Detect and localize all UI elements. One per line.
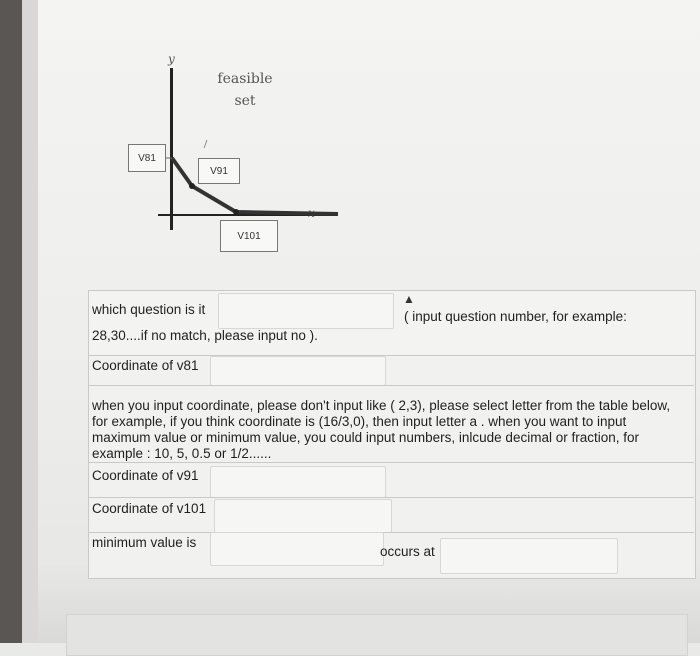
minimum-value-label: minimum value is <box>92 535 197 550</box>
feasible-set-figure <box>128 40 358 255</box>
page-margin <box>22 0 38 643</box>
question-hint: ( input question number, for example: <box>404 309 627 324</box>
v91-row-divider <box>88 497 694 498</box>
question-prompt: which question is it <box>92 302 206 317</box>
tick-mark <box>204 140 207 148</box>
boundary-line <box>172 158 338 214</box>
x-axis-label: x <box>308 206 315 220</box>
y-axis-label: y <box>168 52 175 66</box>
v101-coordinate-label: Coordinate of v101 <box>92 501 207 516</box>
instructions-text: when you input coordinate, please don't input like ( 2,3), please select letter from the table below, for example, if you think coordinate is (16/3,0), then input letter a . when you want to input maximum value or minimum value, you could input numbers, inlcude decimal or fraction, for example : 10, 5, 0.5 or 1/2...... <box>92 398 671 461</box>
set-word: set <box>234 93 256 109</box>
occurs-at-input[interactable] <box>440 538 618 574</box>
vertex-v91-dot <box>189 183 195 189</box>
v91-box: V91 <box>198 158 240 184</box>
cursor-arrow-icon: ▲ <box>403 292 415 306</box>
v81-coordinate-input[interactable] <box>210 356 386 386</box>
v91-coordinate-input[interactable] <box>210 466 386 498</box>
v101-row-divider <box>88 532 694 533</box>
v101-box: V101 <box>220 220 278 252</box>
desk-edge <box>0 0 22 643</box>
occurs-at-label: occurs at <box>380 544 435 559</box>
question-hint-continued: 28,30....if no match, please input no ). <box>92 328 318 343</box>
v81-coordinate-label: Coordinate of v81 <box>92 358 199 373</box>
feasible-word: feasible <box>217 71 273 87</box>
v101-coordinate-input[interactable] <box>214 499 392 533</box>
v81-box: V81 <box>128 144 166 172</box>
instructions-divider <box>88 462 694 463</box>
vertex-v101-dot <box>233 209 239 215</box>
feasible-set-label <box>210 68 280 112</box>
question-number-input[interactable] <box>218 293 394 329</box>
v81-row-divider <box>88 385 694 386</box>
next-section-box <box>66 614 688 656</box>
v91-coordinate-label: Coordinate of v91 <box>92 468 199 483</box>
minimum-value-input[interactable] <box>210 532 384 566</box>
